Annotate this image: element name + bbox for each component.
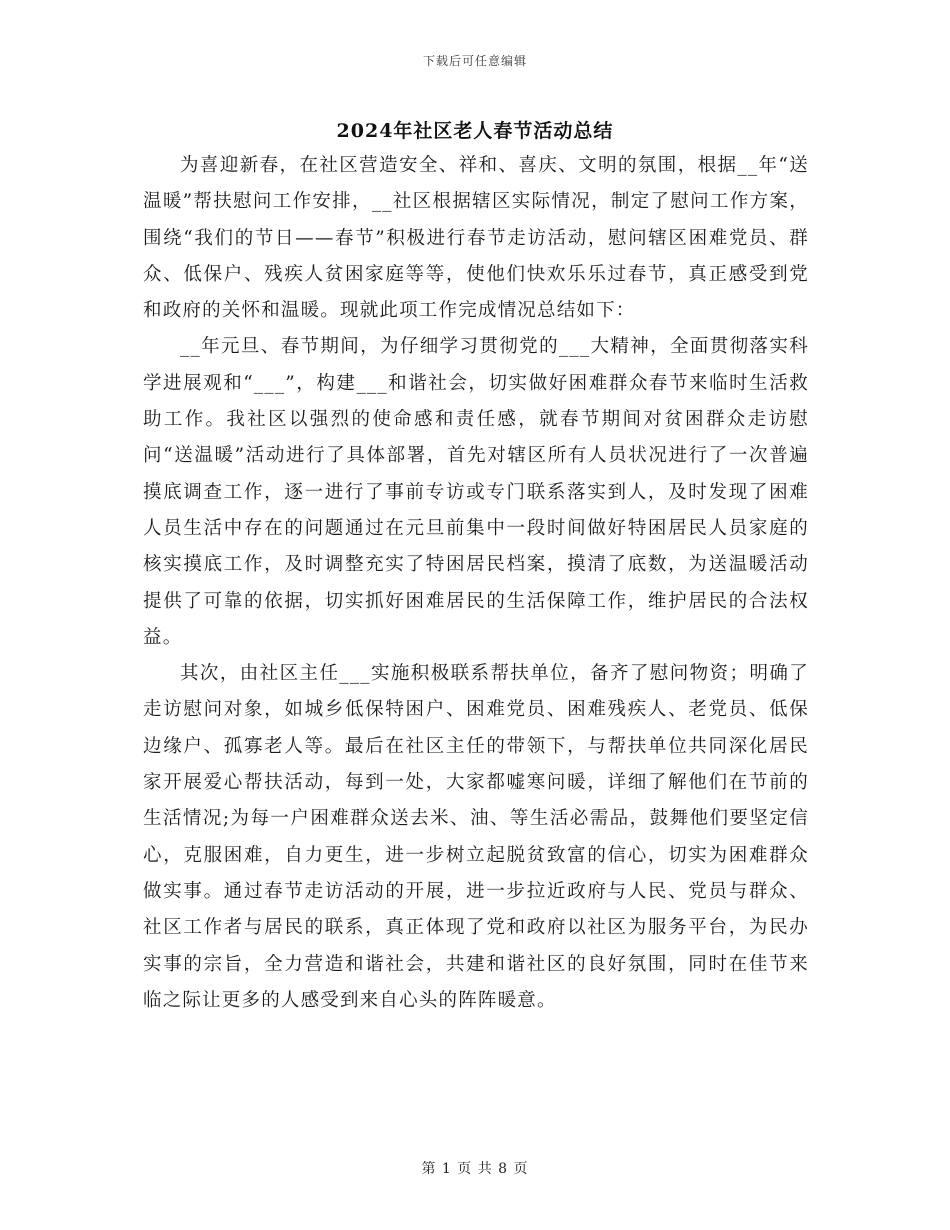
page-header: 下载后可任意编辑 [422, 54, 527, 68]
paragraph-visits: 其次，由社区主任___实施积极联系帮扶单位，备齐了慰问物资；明确了走访慰问对象，如城乡低保特困户、困难党员、困难残疾人、老党员、低保边缘户、孤寡老人等。最后在社区主任的带领下，与帮扶单位共同深化居民家开展爱心帮扶活动，每到一处，大家都嘘寒问暖，详细了解他们在节前的生活情况;为每一户困难群众送去米、油、等生活必需品，鼓舞他们要坚定信心，克服困难，自力更生，进一步树立起脱贫致富的信心，切实为困难群众做实事。通过春节走访活动的开展，进一步拉近政府与人民、党员与群众、社区工作者与居民的联系，真正体现了党和政府以社区为服务平台，为民办实事的宗旨，全力营造和谐社会，共建和谐社区的良好氛围，同时在佳节来临之际让更多的人感受到来自心头的阵阵暖意。 [143, 663, 809, 1011]
page-number: 第 1 页 共 8 页 [421, 1161, 529, 1177]
document-body [143, 148, 809, 1019]
document-title: 2024年社区老人春节活动总结 [336, 120, 614, 142]
paragraph-intro: 为喜迎新春，在社区营造安全、祥和、喜庆、文明的氛围，根据__年“送温暖”帮扶慰问工作安排，__社区根据辖区实际情况，制定了慰问工作方案，围绕“我们的节日——春节”积极进行春节走访活动，慰问辖区困难党员、群众、低保户、残疾人贫困家庭等等，使他们快欢乐乐过春节，真正感受到党和政府的关怀和温暖。现就此项工作完成情况总结如下： [143, 155, 809, 322]
paragraph-preparation: __年元旦、春节期间，为仔细学习贯彻党的___大精神，全面贯彻落实科学进展观和“___”，构建___和谐社会，切实做好困难群众春节来临时生活救助工作。我社区以强烈的使命感和责任感，就春节期间对贫困群众走访慰问“送温暖”活动进行了具体部署，首先对辖区所有人员状况进行了一次普遍摸底调查工作，逐一进行了事前专访或专门联系落实到人，及时发现了困难人员生活中存在的问题通过在元旦前集中一段时间做好特困居民人员家庭的核实摸底工作，及时调整充实了特困居民档案，摸清了底数，为送温暖活动提供了可靠的依据，切实抓好困难居民的生活保障工作，维护居民的合法权益。 [143, 336, 809, 648]
